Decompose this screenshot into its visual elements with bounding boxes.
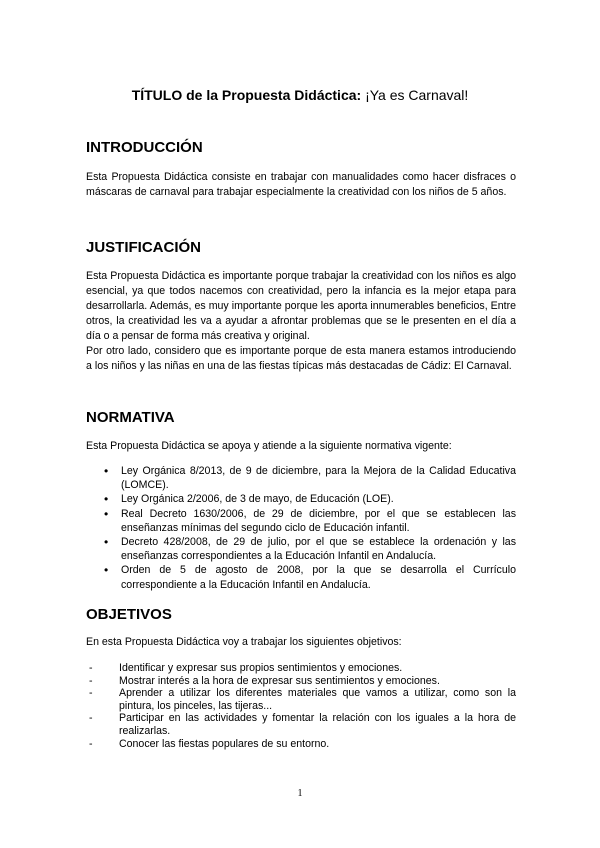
justificacion-paragraph-1: Esta Propuesta Didáctica es importante porque trabajar la creatividad con los niños es algo esencial, ya que todos nacemos con creatividad, pero la infancia es la mejor etapa para desarrollarla. Además, es muy importante porque les aporta innumerables beneficios, Entre otros, la creatividad les va a ayudar a afrontar problemas que se le presenten en el día a día o a pensar de forma más creativa y original. — [86, 270, 516, 342]
list-item: - Conocer las fiestas populares de su entorno. — [89, 738, 516, 751]
objetivos-intro: En esta Propuesta Didáctica voy a trabajar los siguientes objetivos: — [86, 636, 402, 648]
list-item: • Decreto 428/2008, de 29 de julio, por el que se establece la ordenación y las enseñanzas correspondientes a la Educación Infantil en Andalucía. — [104, 535, 516, 563]
page-number: 1 — [297, 788, 303, 799]
objetivos-list — [89, 662, 516, 750]
heading-objetivos: OBJETIVOS — [86, 606, 172, 623]
title-value: ¡Ya es Carnaval! — [365, 87, 469, 103]
introduccion-paragraph: Esta Propuesta Didáctica consiste en trabajar con manualidades como hacer disfraces o máscaras de carnaval para trabajar especialmente la creatividad con los niños de 5 años. — [86, 171, 516, 198]
justificacion-paragraph-2: Por otro lado, considero que es importante porque de esta manera estamos introduciendo a los niños y las niñas en una de las fiestas típicas más destacadas de Cádiz: El Carnaval. — [86, 345, 516, 372]
list-item: • Ley Orgánica 8/2013, de 9 de diciembre, para la Mejora de la Calidad Educativa (LOMCE). — [104, 464, 516, 492]
list-item: - Aprender a utilizar los diferentes materiales que vamos a utilizar, como son la pintura, los pinceles, las tijeras... — [89, 687, 516, 712]
list-item: - Participar en las actividades y fomentar la relación con los iguales a la hora de realizarlas. — [89, 712, 516, 737]
heading-normativa: NORMATIVA — [86, 409, 175, 426]
title-label: TÍTULO de la Propuesta Didáctica: — [131, 87, 362, 103]
heading-justificacion: JUSTIFICACIÓN — [86, 239, 202, 256]
heading-introduccion: INTRODUCCIÓN — [86, 139, 203, 156]
normativa-list — [104, 464, 516, 592]
page-title — [0, 86, 600, 104]
normativa-intro: Esta Propuesta Didáctica se apoya y atiende a la siguiente normativa vigente: — [86, 440, 452, 452]
list-item: - Identificar y expresar sus propios sentimientos y emociones. — [89, 662, 516, 675]
list-item: - Mostrar interés a la hora de expresar sus sentimientos y emociones. — [89, 675, 516, 688]
list-item: • Orden de 5 de agosto de 2008, por la que se desarrolla el Currículo correspondiente a la Educación Infantil en Andalucía. — [104, 563, 516, 591]
list-item: • Ley Orgánica 2/2006, de 3 de mayo, de Educación (LOE). — [104, 492, 516, 506]
list-item: • Real Decreto 1630/2006, de 29 de diciembre, por el que se establecen las enseñanzas mínimas del segundo ciclo de Educación infantil. — [104, 507, 516, 535]
